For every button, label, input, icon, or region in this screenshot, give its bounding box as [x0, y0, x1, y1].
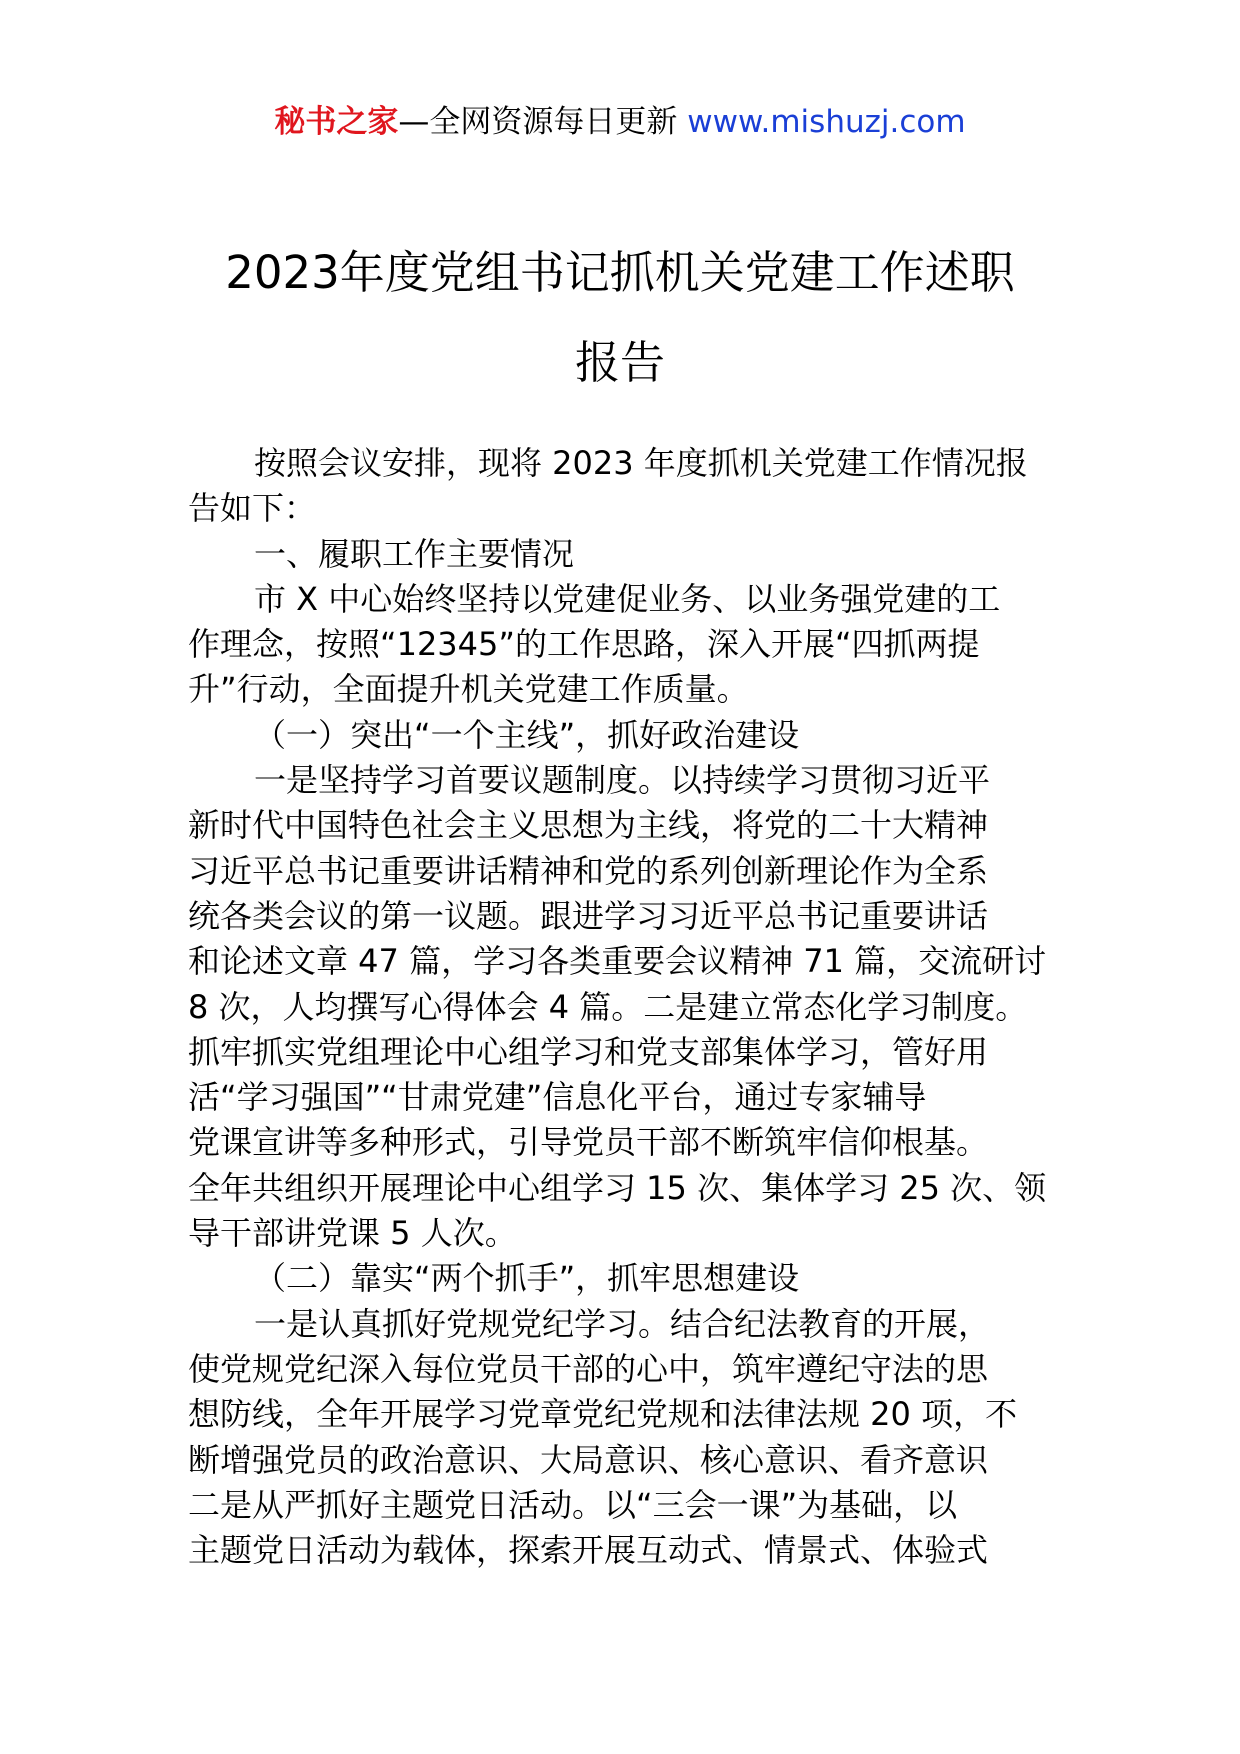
body-text-line: 导干部讲党课 5 人次。	[188, 1214, 517, 1253]
body-text-line: 升”行动，全面提升机关党建工作质量。	[188, 670, 749, 709]
body-text-line: 统各类会议的第一议题。跟进学习习近平总书记重要讲话	[188, 896, 989, 935]
body-text-line: 一是认真抓好党规党纪学习。结合纪法教育的开展，	[254, 1304, 991, 1343]
body-text-line: 作理念，按照“12345”的工作思路，深入开展“四抓两提	[188, 625, 980, 664]
body-text-line: 党课宣讲等多种形式，引导党员干部不断筑牢信仰根基。	[188, 1123, 989, 1162]
body-text-line: 一是坚持学习首要议题制度。以持续学习贯彻习近平	[254, 761, 991, 800]
body-text-line: 抓牢抓实党组理论中心组学习和党支部集体学习，管好用	[188, 1032, 989, 1071]
document-body	[188, 441, 1060, 1573]
body-text-line: 断增强党员的政治意识、大局意识、核心意识、看齐意识	[188, 1440, 989, 1479]
body-text-line: 一、履职工作主要情况	[254, 534, 575, 573]
document-title-line-1: 2023年度党组书记抓机关党建工作述职	[225, 246, 1015, 299]
body-text-line: 新时代中国特色社会主义思想为主线，将党的二十大精神	[188, 806, 989, 845]
body-text-line: 主题党日活动为载体，探索开展互动式、情景式、体验式	[188, 1531, 989, 1570]
site-tagline: —全网资源每日更新	[398, 104, 678, 140]
body-text-line: 全年共组织开展理论中心组学习 15 次、集体学习 25 次、领	[188, 1168, 1047, 1207]
body-text-line: （一）突出“一个主线”，抓好政治建设	[254, 715, 800, 754]
body-text-line: 二是从严抓好主题党日活动。以“三会一课”为基础，以	[188, 1485, 958, 1524]
body-text-line: 告如下：	[188, 489, 317, 528]
body-text-line: 市 X 中心始终坚持以党建促业务、以业务强党建的工	[254, 579, 1001, 618]
body-text-line: 和论述文章 47 篇，学习各类重要会议精神 71 篇，交流研讨	[188, 942, 1047, 981]
document-title-line-2: 报告	[574, 336, 665, 389]
body-text-line: 使党规党纪深入每位党员干部的心中，筑牢遵纪守法的思	[188, 1349, 989, 1388]
body-text-line: 8 次，人均撰写心得体会 4 篇。二是建立常态化学习制度。	[188, 987, 1028, 1026]
body-text-line: 想防线，全年开展学习党章党纪党规和法律法规 20 项，不	[188, 1395, 1018, 1434]
site-url-link[interactable]: www.mishuzj.com	[687, 104, 966, 140]
body-text-line: （二）靠实“两个抓手”，抓牢思想建设	[254, 1259, 800, 1298]
body-text-line: 习近平总书记重要讲话精神和党的系列创新理论作为全系	[188, 851, 989, 890]
site-name: 秘书之家	[274, 104, 399, 140]
page-header	[0, 100, 1240, 144]
body-text-line: 按照会议安排，现将 2023 年度抓机关党建工作情况报	[254, 444, 1028, 482]
body-text-line: 活“学习强国”“甘肃党建”信息化平台，通过专家辅导	[188, 1078, 927, 1117]
